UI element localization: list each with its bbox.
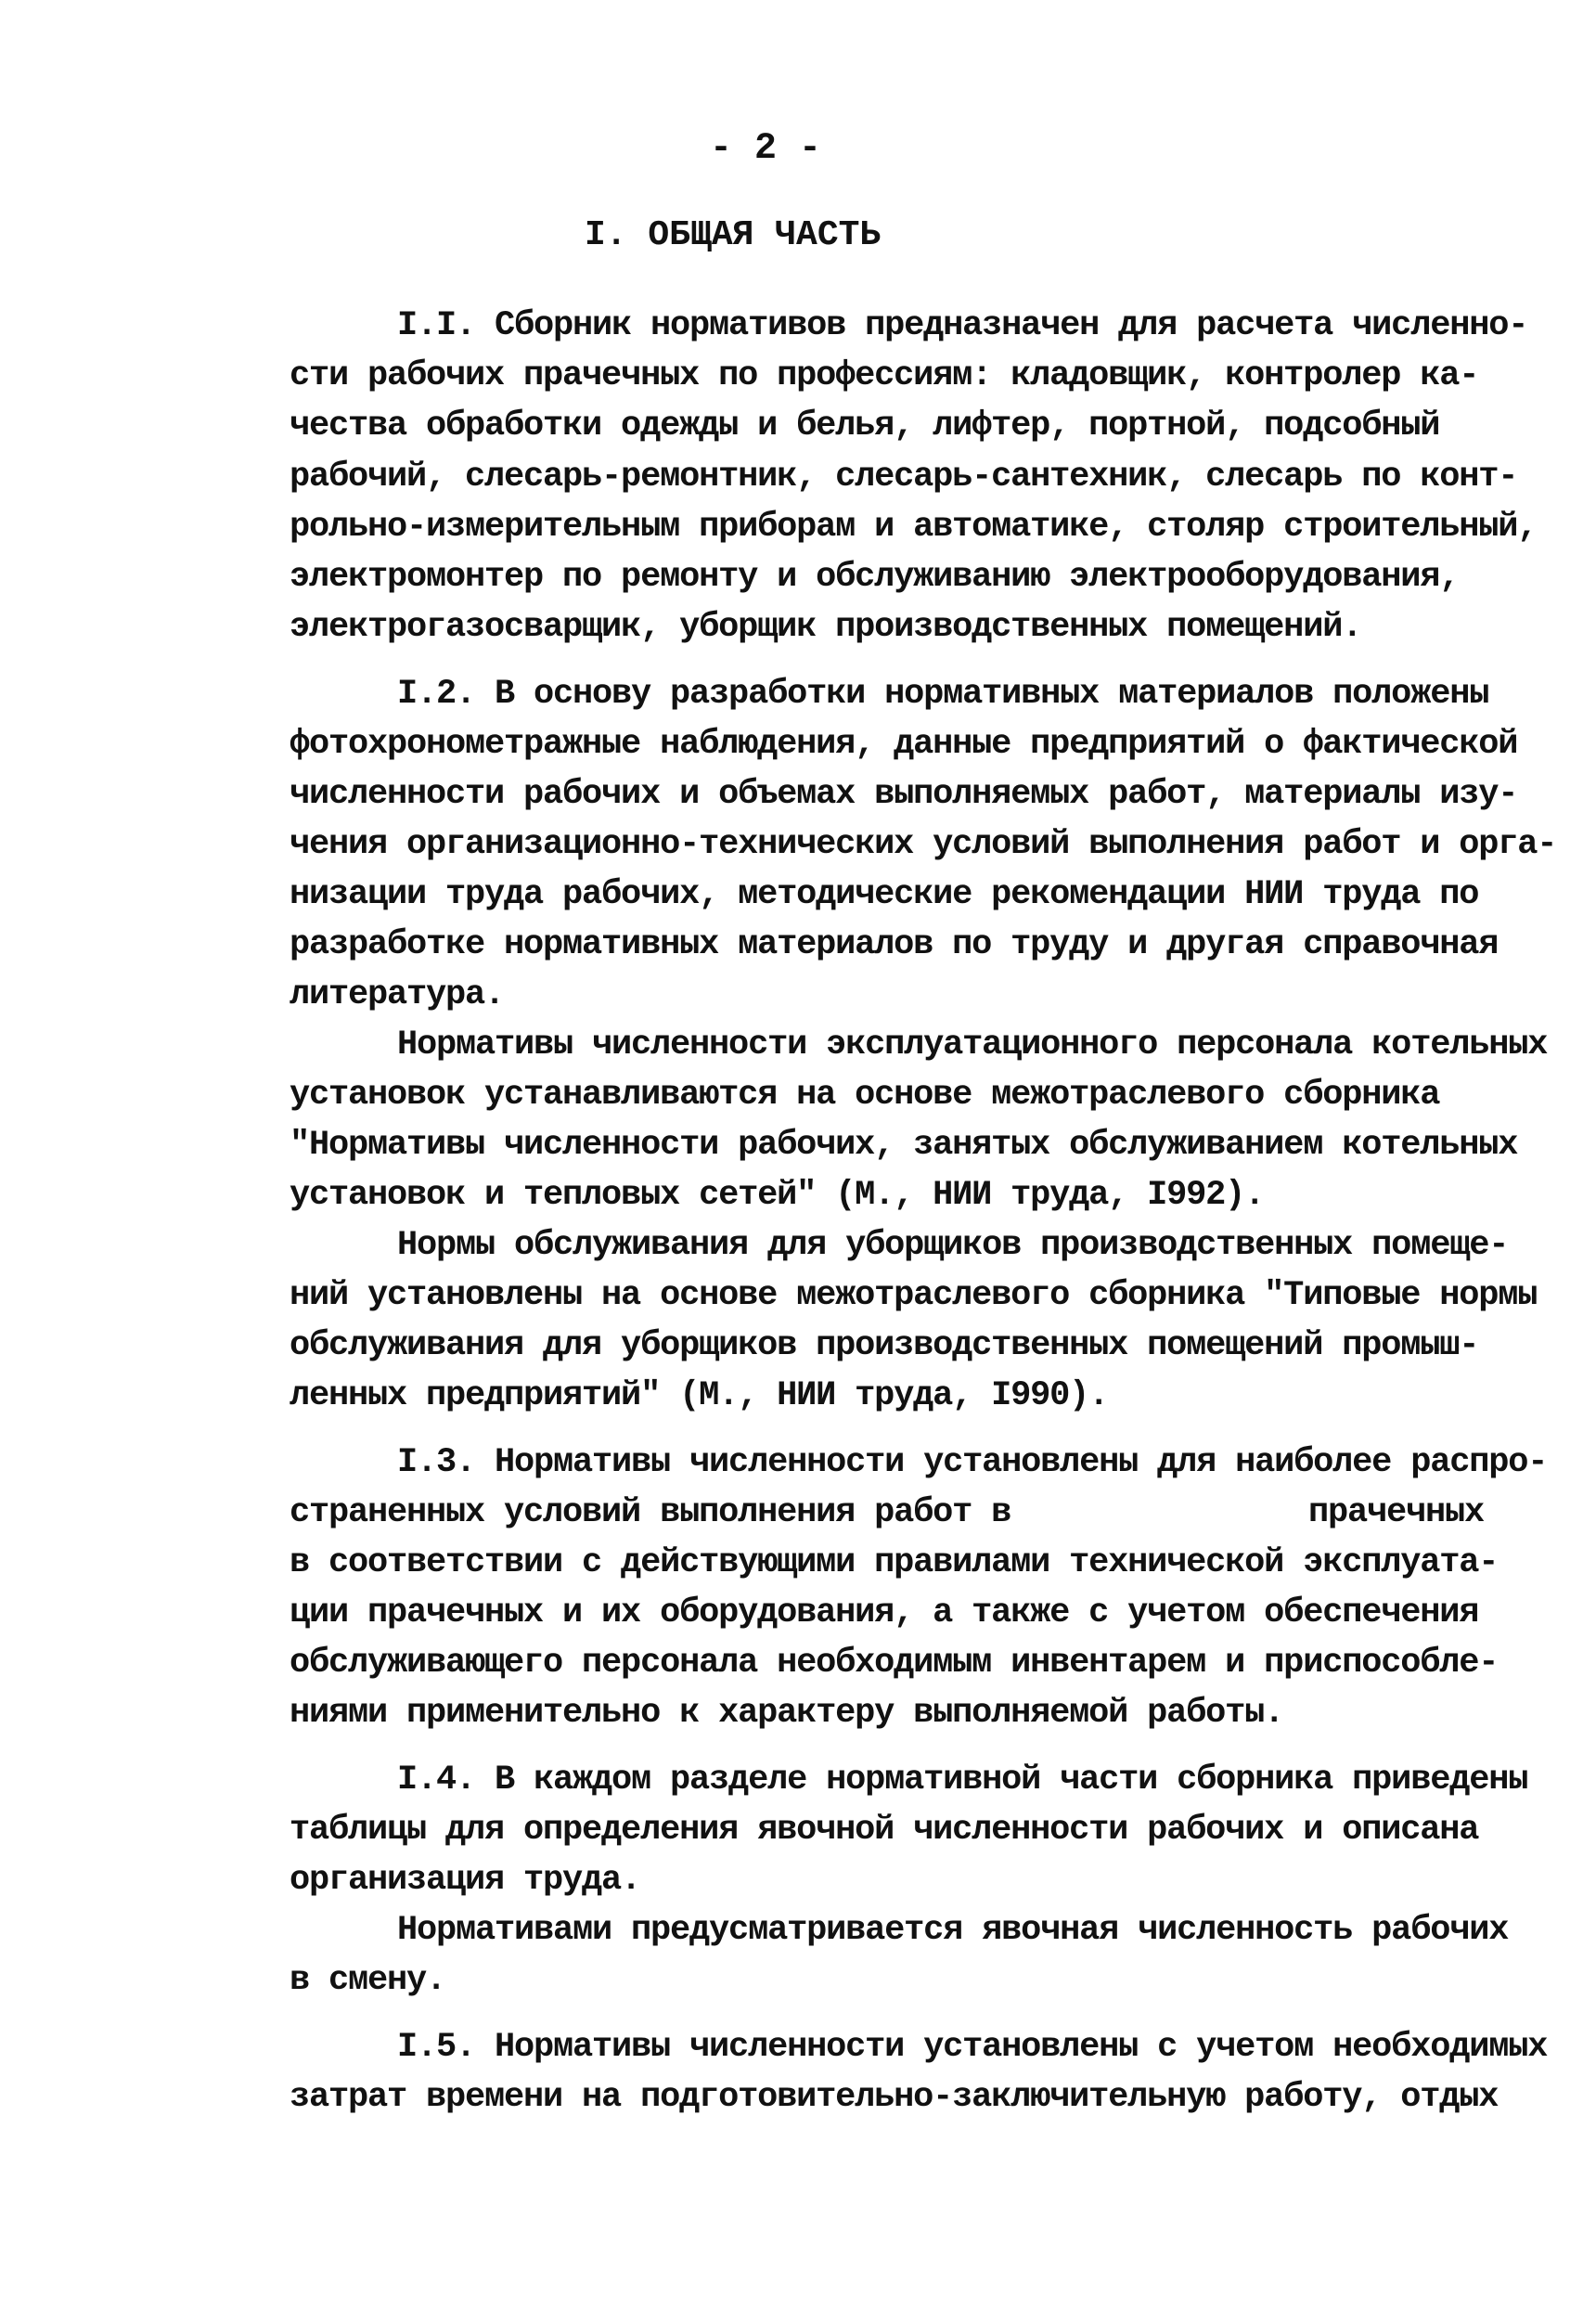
text-line: рабочий, слесарь-ремонтник, слесарь-сантехник, слесарь по конт- [290,458,1518,497]
text-line: I.2. В основу разработки нормативных материалов положены [397,675,1489,714]
text-line: I.4. В каждом разделе нормативной части сборника приведены [397,1761,1528,1799]
text-line: чества обработки одежды и белья, лифтер, портной, подсобный [290,406,1440,445]
text-line: таблицы для определения явочной численности рабочих и описана [290,1811,1479,1850]
text-line: ниями применительно к характеру выполняемой работы. [290,1694,1284,1733]
text-line: ции прачечных и их оборудования, а также с учетом обеспечения [290,1593,1479,1632]
text-line: Нормы обслуживания для уборщиков производственных помеще- [397,1226,1509,1265]
text-line: электрогазосварщик, уборщик производственных помещений. [290,608,1362,647]
text-line: разработке нормативных материалов по труду и другая справочная [290,925,1499,964]
text-line: I.3. Нормативы численности установлены для наиболее распро- [397,1443,1548,1482]
text-line: литература. [290,975,505,1014]
text-line: ний установлены на основе межотраслевого сборника "Типовые нормы [290,1276,1538,1315]
text-line: обслуживания для уборщиков производственных помещений промыш- [290,1326,1479,1365]
text-line: I.5. Нормативы численности установлены с учетом необходимых [397,2028,1548,2067]
text-line: установок устанавливаются на основе межотраслевого сборника [290,1076,1440,1115]
text-line: организация труда. [290,1861,641,1900]
text-line: электромонтер по ремонту и обслуживанию электрооборудования, [290,558,1460,597]
text-line: в соответствии с действующими правилами технической эксплуата- [290,1543,1499,1582]
text-line: "Нормативы численности рабочих, занятых обслуживанием котельных [290,1126,1518,1165]
text-line: установок и тепловых сетей" (М., НИИ труда, I992). [290,1176,1265,1215]
text-line: затрат времени на подготовительно-заключительную работу, отдых [290,2078,1499,2117]
text-line-part: прачечных [1308,1493,1485,1532]
text-line-part: страненных условий выполнения работ в [290,1493,1011,1532]
text-line: фотохронометражные наблюдения, данные предприятий о фактической [290,725,1518,764]
section-title: I. ОБЩАЯ ЧАСТЬ [585,215,882,255]
page-number: - 2 - [709,128,822,170]
text-line: ленных предприятий" (М., НИИ труда, I990). [290,1376,1109,1415]
text-line: численности рабочих и объемах выполняемых работ, материалы изу- [290,775,1518,814]
text-line: рольно-измерительным приборам и автоматике, столяр строительный, [290,508,1538,547]
text-line: в смену. [290,1961,446,2000]
text-line: низации труда рабочих, методические рекомендации НИИ труда по [290,875,1479,914]
text-line: сти рабочих прачечных по профессиям: кладовщик, контролер ка- [290,356,1479,395]
text-line: обслуживающего персонала необходимым инвентарем и приспособле- [290,1644,1499,1683]
text-line: Нормативы численности эксплуатационного персонала котельных [397,1026,1548,1064]
text-line: чения организационно-технических условий выполнения работ и орга- [290,825,1557,864]
text-line: Нормативами предусматривается явочная численность рабочих [397,1911,1509,1950]
text-line: I.I. Сборник нормативов предназначен для расчета численно- [397,306,1528,345]
